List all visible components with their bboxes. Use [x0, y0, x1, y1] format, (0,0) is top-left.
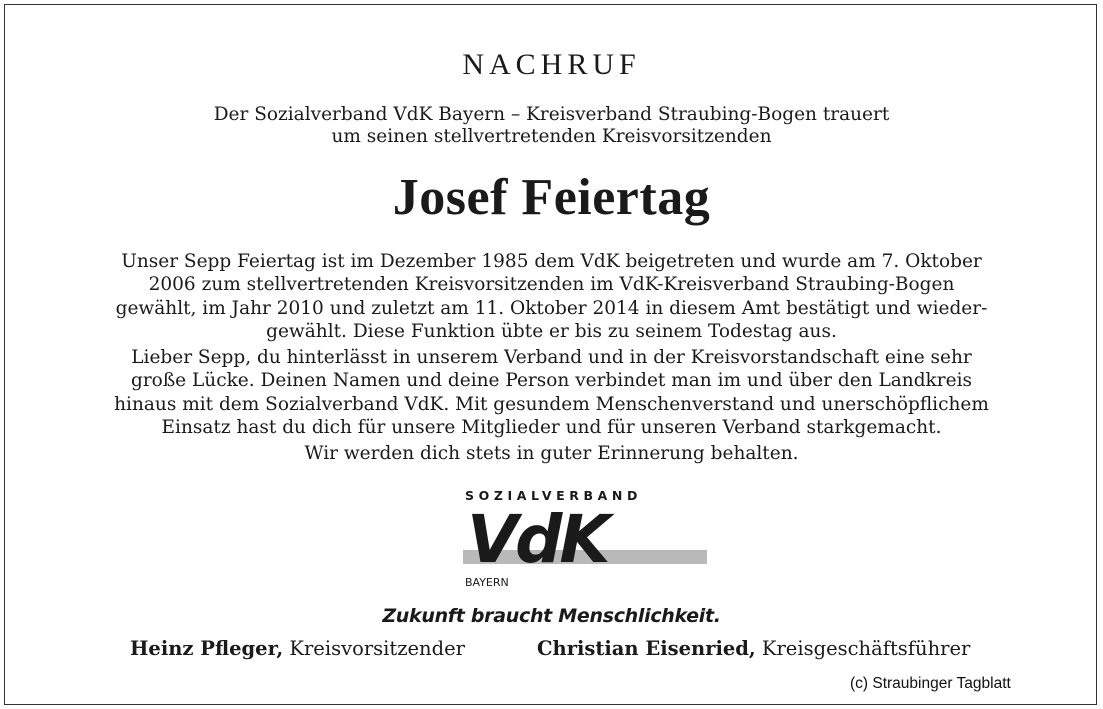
signature-right-name: Christian Eisenried,	[537, 637, 756, 660]
deceased-name: Josef Feiertag	[392, 169, 711, 226]
paragraph-1-line: gewählt. Diese Funktion übte er bis zu seinem Todestag aus.	[266, 320, 837, 342]
signature-left-role: Kreisvorsitzender	[283, 637, 465, 660]
intro-text	[0, 104, 1103, 148]
paragraph-2	[0, 346, 1103, 439]
paragraph-1-line: gewählt, im Jahr 2010 und zuletzt am 11. Oktober 2014 in diesem Amt bestätigt und wieder-	[115, 297, 988, 319]
paragraph-2-line: Einsatz hast du dich für unsere Mitglieder und für unseren Verband starkgemacht.	[161, 417, 942, 439]
paragraph-2-line: hinaus mit dem Sozialverband VdK. Mit gesundem Menschenverstand und unerschöpflichem	[114, 393, 989, 415]
signature-left-name: Heinz Pfleger,	[130, 637, 284, 660]
signature-right-role: Kreisgeschäftsführer	[755, 637, 971, 660]
vdk-mark	[455, 506, 715, 576]
paragraph-1	[0, 250, 1103, 343]
logo-top-text: SOZIALVERBAND	[465, 488, 642, 503]
paragraph-2-line: Lieber Sepp, du hinterlässt in unserem Verband und in der Kreisvorstandschaft eine sehr	[131, 347, 972, 369]
logo-bottom-text: BAYERN	[465, 576, 509, 589]
paragraph-1-line: 2006 zum stellvertretenden Kreisvorsitzenden im VdK-Kreisverband Straubing-Bogen	[148, 274, 955, 296]
notice-heading: NACHRUF	[462, 48, 641, 81]
paragraph-2-line: große Lücke. Deinen Namen und deine Person verbindet man im und über den Landkreis	[131, 370, 972, 392]
logo-mark-text: VdK	[467, 506, 608, 576]
signature-right	[537, 637, 970, 660]
vdk-logo	[455, 488, 715, 598]
slogan: Zukunft braucht Menschlichkeit.	[382, 605, 721, 627]
paragraph-1-line: Unser Sepp Feiertag ist im Dezember 1985 dem VdK beigetreten und wurde am 7. Oktober	[121, 251, 982, 272]
intro-line-1: Der Sozialverband VdK Bayern – Kreisverband Straubing-Bogen trauert	[213, 104, 890, 125]
notice-body	[0, 250, 1103, 466]
photo-credit: (c) Straubinger Tagblatt	[850, 675, 1011, 692]
intro-line-2: um seinen stellvertretenden Kreisvorsitzenden	[331, 126, 772, 147]
closing-line: Wir werden dich stets in guter Erinnerung behalten.	[304, 443, 799, 465]
signature-left	[130, 637, 465, 660]
